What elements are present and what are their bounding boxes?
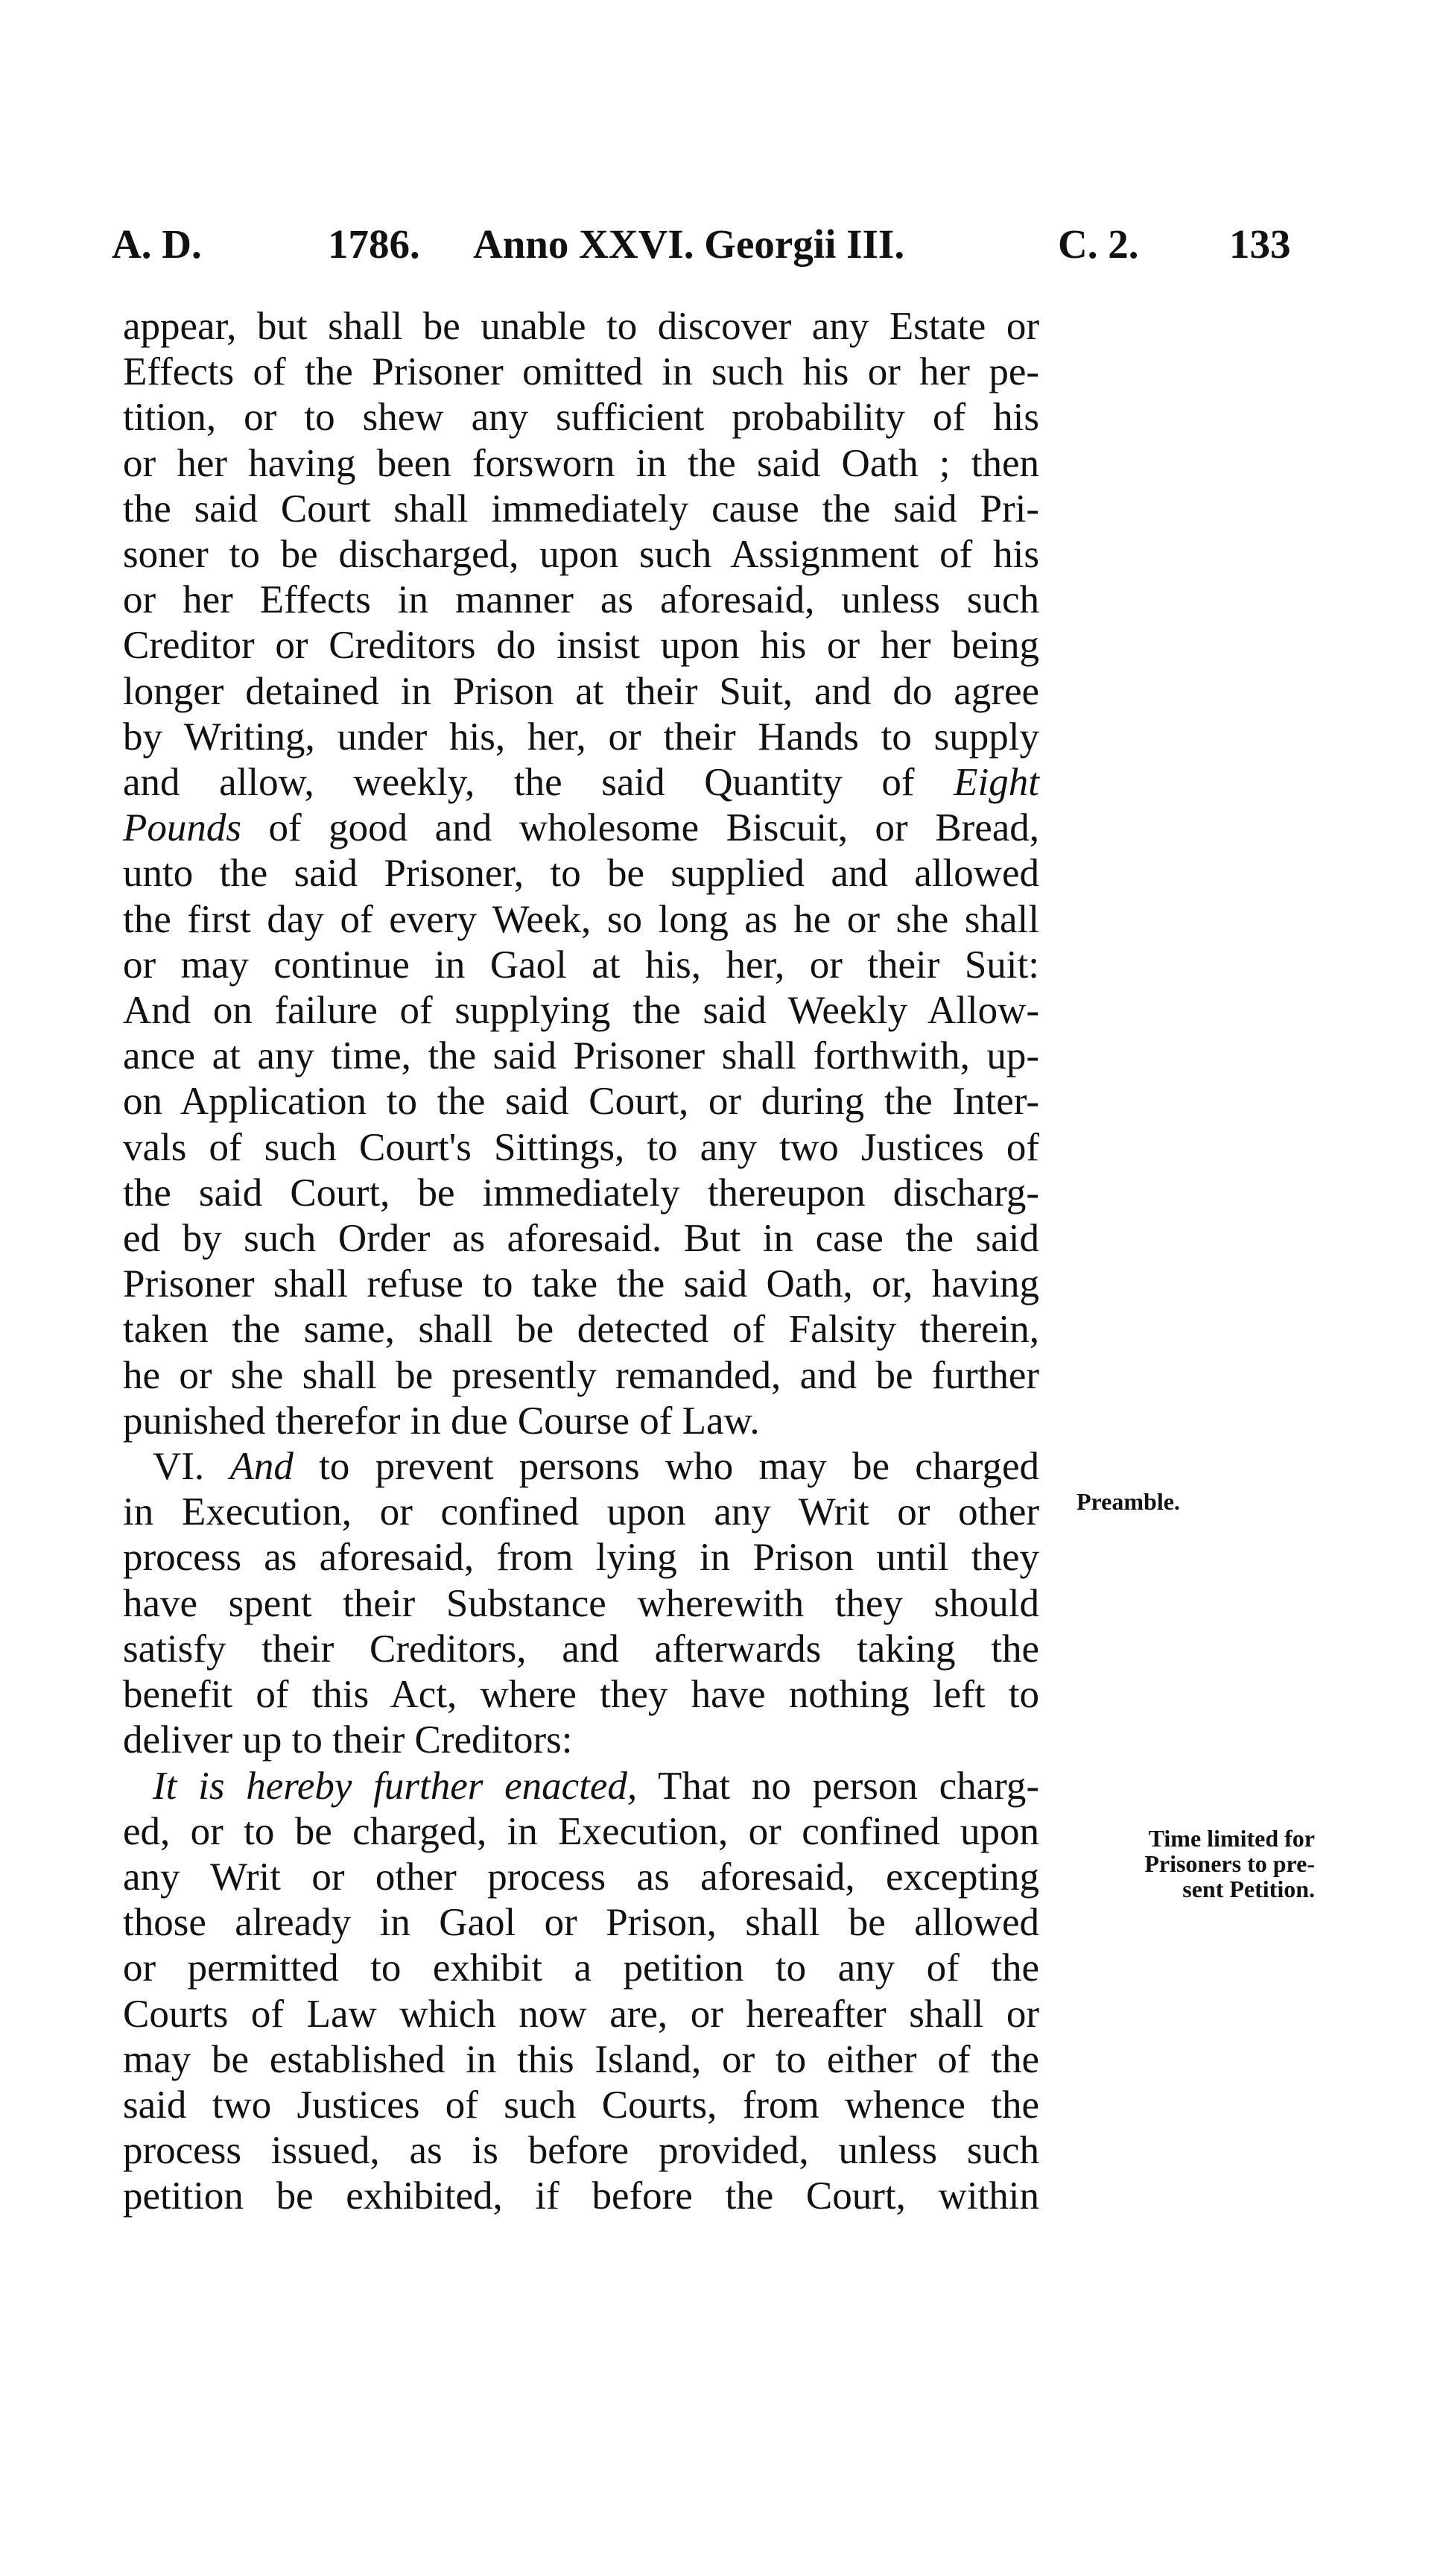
text-fragment: to prevent persons who may be charged [319,1445,1040,1489]
text-line: And on failure of supplying the said Weekly Allow- [123,989,1039,1033]
text-line: may be established in this Island, or to either of the [123,2037,1039,2081]
text-line: in Execution, or confined upon any Writ or other [123,1490,1039,1534]
header-chapter: C. 2. [1058,221,1139,267]
text-line [123,1764,1039,1809]
text-line: tition, or to shew any sufficient probability of his [123,396,1039,440]
text-line: ed by such Order as aforesaid. But in case the said [123,1217,1039,1261]
italic-enacted: It is hereby further enacted, [153,1764,638,1808]
margin-note-time-limited [1047,1826,1315,1902]
text-line: soner to be discharged, upon such Assignment of his [123,533,1039,577]
text-line: on Application to the said Court, or during the Inter- [123,1080,1039,1124]
text-line: vals of such Court's Sittings, to any two Justices of [123,1125,1039,1169]
text-line: the said Court, be immediately thereupon discharg- [123,1171,1039,1215]
text-line: process issued, as is before provided, unless such [123,2129,1039,2173]
text-line: process as aforesaid, from lying in Prison until they [123,1536,1039,1580]
text-line: ance at any time, the said Prisoner shall forthwith, up- [123,1034,1039,1078]
text-line: benefit of this Act, where they have nothing left to [123,1673,1039,1717]
header-year: 1786. [328,221,420,267]
paragraph-section-vi [123,1444,1039,1763]
header-year-prefix: A. D. [112,221,202,267]
margin-note-line: Time limited for [1148,1825,1315,1852]
text-line: or may continue in Gaol at his, her, or their Suit: [123,943,1039,987]
running-header [112,215,1304,274]
header-title: Anno XXVI. Georgii III. [473,221,905,267]
italic-pounds: Pounds [123,806,241,850]
text-line: ed, or to be charged, in Execution, or confined upon [123,1809,1039,1853]
margin-note-line: sent Petition. [1182,1876,1315,1902]
text-line: or her having been forsworn in the said Oath ; then [123,441,1039,485]
main-text-column [123,304,1039,2220]
text-fragment: and allow, weekly, the said Quantity of [123,761,915,805]
text-line: petition be exhibited, if before the Court, within [123,2174,1039,2218]
page-number: 133 [1229,221,1291,267]
text-line: appear, but shall be unable to discover any Estate or [123,305,1039,348]
text-line: unto the said Prisoner, to be supplied and allowed [123,852,1039,896]
text-line: or her Effects in manner as aforesaid, unless such [123,578,1039,622]
text-line: or permitted to exhibit a petition to any of the [123,1946,1039,1990]
text-line: have spent their Substance wherewith they should [123,1581,1039,1625]
text-line: Creditor or Creditors do insist upon his or her being [123,624,1039,668]
italic-and: And [229,1445,294,1489]
text-line: he or she shall be presently remanded, and be further [123,1353,1039,1397]
text-line: the first day of every Week, so long as he or she shall [123,897,1039,941]
text-line: said two Justices of such Courts, from whence the [123,2083,1039,2127]
text-line: Courts of Law which now are, or hereafter shall or [123,1992,1039,2036]
text-line: any Writ or other process as aforesaid, excepting [123,1855,1039,1899]
text-line [123,760,1039,806]
text-line: the said Court shall immediately cause the said Pri- [123,487,1039,531]
section-numeral: VI. [153,1445,205,1489]
margin-note-preamble: Preamble. [1076,1488,1180,1515]
text-line: deliver up to their Creditors: [123,1718,573,1762]
text-fragment: That no person charg- [657,1764,1039,1808]
text-line [123,806,1039,851]
text-line: punished therefor in due Course of Law. [123,1399,760,1443]
text-line: by Writing, under his, her, or their Hands to supply [123,715,1039,759]
text-line: longer detained in Prison at their Suit, and do agree [123,669,1039,713]
text-line [123,1444,1039,1490]
italic-eight: Eight [954,761,1039,805]
text-line: Prisoner shall refuse to take the said Oath, or, having [123,1262,1039,1306]
paragraph-enactment [123,1764,1039,2220]
text-line: Effects of the Prisoner omitted in such his or her pe- [123,350,1039,394]
text-line: those already in Gaol or Prison, shall be allowed [123,1901,1039,1945]
text-line: satisfy their Creditors, and afterwards taking the [123,1627,1039,1671]
text-line: taken the same, shall be detected of Falsity therein, [123,1308,1039,1352]
paragraph-continuation [123,304,1039,1444]
text-fragment: of good and wholesome Biscuit, or Bread, [268,806,1040,850]
margin-note-line: Prisoners to pre- [1144,1850,1315,1877]
